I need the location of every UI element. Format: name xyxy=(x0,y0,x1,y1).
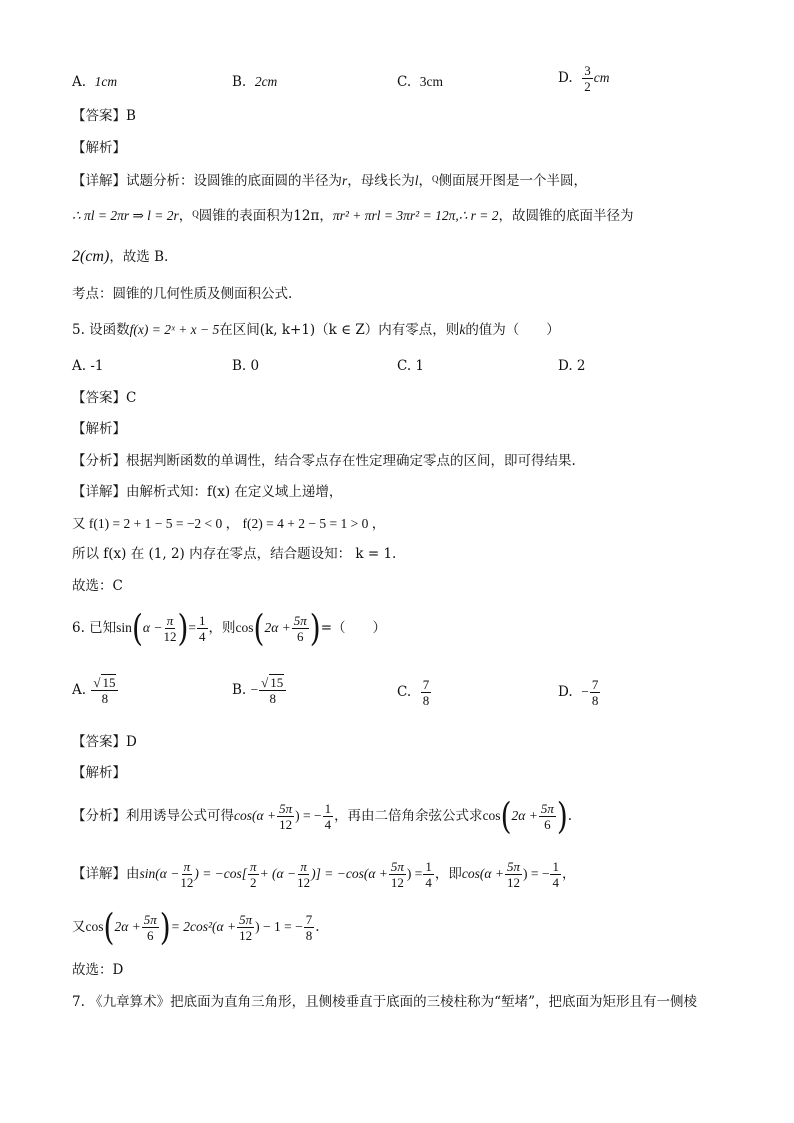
q5-answer: 【答案】C xyxy=(72,390,137,406)
q5-analysis-label: 【解析】 xyxy=(72,421,126,437)
option-d: D. 2 xyxy=(558,358,586,374)
q6-fenxi: 【分析】利用诱导公式可得cos(α + $\frac{5\pi}{12}$ ) = − $\frac{1}{4}$ ，再由二倍角余弦公式求cos(2α + $\frac{5\pi}{6}$ ). xyxy=(72,794,573,838)
q6-choice: 故选：D xyxy=(72,962,124,978)
q6-detail: 【详解】由sin(α − $\frac{\pi}{12}$ ) = −cos[ $\frac{\pi}{2}$ + (α − $\frac{\pi}{12}$ )] = −cos(α + $\frac{5\pi}{12}$ ) = $\frac{1}{4}$ ，即cos(α + $\frac{5\pi}{12}$ ) = − $\frac{1}{4}$ ， xyxy=(72,859,576,890)
q5-stem: 5. 设函数f(x) = 2ˣ + x − 5在区间(k, k+1)（k ∈ Z）内有零点，则k的值为（ ） xyxy=(72,322,560,338)
option-b: B. 0 xyxy=(232,358,260,374)
q4-kaodian: 考点：圆锥的几何性质及侧面积公式. xyxy=(72,286,293,302)
option-a: A. 1cm xyxy=(72,74,118,90)
option-d: D. − $\frac{7}{8}$ xyxy=(558,677,599,708)
q4-analysis-label: 【解析】 xyxy=(72,140,126,156)
option-c: C. 3cm xyxy=(397,74,443,90)
q7-stem: 7. 《九章算术》把底面为直角三角形，且侧棱垂直于底面的三棱柱称为“堑堵”，把底面为矩形且有一侧棱 xyxy=(72,994,697,1010)
option-c: C. 1 xyxy=(397,358,425,374)
q4-answer: 【答案】B xyxy=(72,108,136,124)
q6-answer: 【答案】D xyxy=(72,734,137,750)
option-c: C. $\frac{7}{8}$ xyxy=(397,677,430,708)
q4-detail: 【详解】试题分析：设圆锥的底面圆的半径为r，母线长为l，$^Q$侧面展开图是一个半圆， xyxy=(72,173,588,189)
option-b: B. 2cm xyxy=(232,74,278,90)
option-a: A. -1 xyxy=(72,358,104,374)
q5-detail-line3: 所以 f(x) 在 (1, 2) 内存在零点，结合题设知： k = 1. xyxy=(72,546,397,562)
q5-choice: 故选：C xyxy=(72,578,123,594)
q6-analysis-label: 【解析】 xyxy=(72,765,126,781)
q6-detail-line2: 又cos(2α + $\frac{5\pi}{6}$ )= 2cos²(α + $\frac{5\pi}{12}$ ) − 1 = − $\frac{7}{8}$ . xyxy=(72,905,320,949)
option-a: A. $\frac{√ 15}{8}$ xyxy=(72,676,119,705)
q5-detail: 【详解】由解析式知：f(x) 在定义域上递增， xyxy=(72,484,343,500)
q5-fenxi: 【分析】根据判断函数的单调性，结合零点存在性定理确定零点的区间，即可得结果. xyxy=(72,453,576,469)
q4-detail-line3: 2(cm)，故选 B. xyxy=(72,248,169,265)
option-d: D. $\frac{3}{2}$ cm xyxy=(558,63,610,94)
q5-detail-line2: 又 f(1) = 2 + 1 − 5 = −2 < 0 ， f(2) = 4 + 2 − 5 = 1 > 0 ， xyxy=(72,516,386,531)
q6-stem: 6. 已知sin(α − $\frac{\pi}{12}$ )= $\frac{1}{4}$ ，则cos(2α + $\frac{5\pi}{6}$ )=（ ） xyxy=(72,606,387,650)
option-b: B. − $\frac{√ 15}{8}$ xyxy=(232,676,287,705)
q4-detail-line2: ∴ πl = 2πr ⇒ l = 2r，$^Q$圆锥的表面积为12π，πr² + πrl = 3πr² = 12π,∴ r = 2，故圆锥的底面半径为 xyxy=(72,208,634,224)
